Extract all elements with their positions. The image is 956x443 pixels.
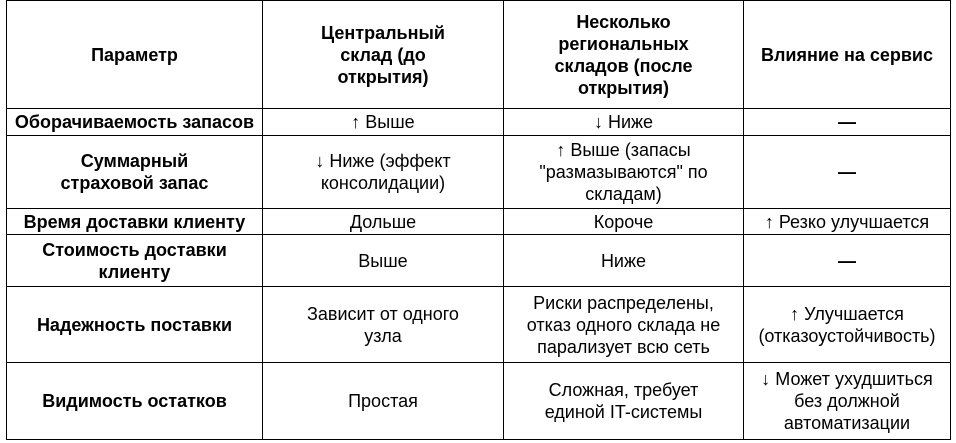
table-row bbox=[7, 287, 951, 363]
row-regional-value: Риски распределены, отказ одного склада не парализует всю сеть bbox=[504, 287, 744, 363]
row-central-value: ↓ Ниже (эффект консолидации) bbox=[263, 136, 504, 209]
table-header-row bbox=[7, 1, 951, 109]
row-impact-value: ↓ Может ухудшиться без должной автоматизации bbox=[744, 363, 951, 440]
row-parameter: Стоимость доставки клиенту bbox=[7, 235, 263, 287]
row-regional-value: Сложная, требует единой IT-системы bbox=[504, 363, 744, 440]
row-regional-value: Ниже bbox=[504, 235, 744, 287]
header-service-impact: Влияние на сервис bbox=[744, 1, 951, 109]
table-row bbox=[7, 235, 951, 287]
row-parameter: Видимость остатков bbox=[7, 363, 263, 440]
table-row bbox=[7, 109, 951, 136]
row-regional-value: ↓ Ниже bbox=[504, 109, 744, 136]
row-central-value: Простая bbox=[263, 363, 504, 440]
row-central-value: Зависит от одного узла bbox=[263, 287, 504, 363]
table-row bbox=[7, 363, 951, 440]
row-impact-value: ↑ Улучшается (отказоустойчивость) bbox=[744, 287, 951, 363]
header-parameter: Параметр bbox=[7, 1, 263, 109]
header-regional-warehouses: Несколько региональных складов (после открытия) bbox=[504, 1, 744, 109]
row-parameter: Оборачиваемость запасов bbox=[7, 109, 263, 136]
row-regional-value: ↑ Выше (запасы "размазываются" по складам) bbox=[504, 136, 744, 209]
table-row bbox=[7, 136, 951, 209]
row-impact-value: — bbox=[744, 109, 951, 136]
row-parameter: Суммарный страховой запас bbox=[7, 136, 263, 209]
header-central-warehouse: Центральный склад (до открытия) bbox=[263, 1, 504, 109]
row-central-value: Выше bbox=[263, 235, 504, 287]
row-parameter: Надежность поставки bbox=[7, 287, 263, 363]
comparison-table bbox=[6, 0, 951, 440]
row-impact-value: — bbox=[744, 235, 951, 287]
row-impact-value: ↑ Резко улучшается bbox=[744, 209, 951, 235]
table-row bbox=[7, 209, 951, 235]
row-regional-value: Короче bbox=[504, 209, 744, 235]
row-central-value: Дольше bbox=[263, 209, 504, 235]
row-central-value: ↑ Выше bbox=[263, 109, 504, 136]
row-parameter: Время доставки клиенту bbox=[7, 209, 263, 235]
row-impact-value: — bbox=[744, 136, 951, 209]
